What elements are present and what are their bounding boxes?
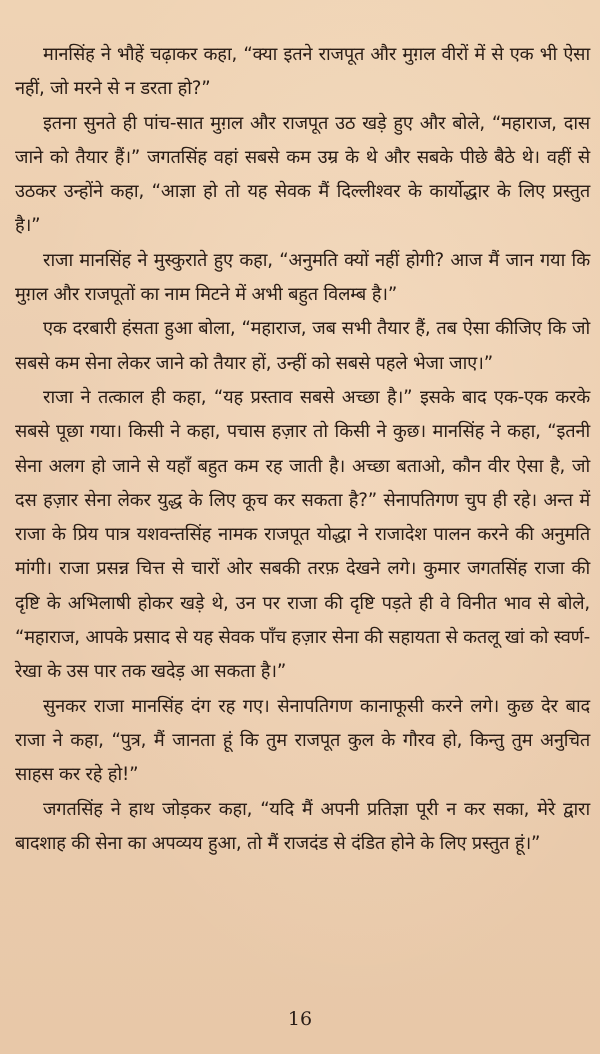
paragraph-1: मानसिंह ने भौहें चढ़ाकर कहा, “क्या इतने राजपूत और मुग़ल वीरों में से एक भी ऐसा नहीं, जो मरने से न डरता हो?” xyxy=(15,44,590,100)
paragraph-5: राजा ने तत्काल ही कहा, “यह प्रस्ताव सबसे अच्छा है।” इसके बाद एक-एक करके सबसे पूछा गया। किसी ने कहा, पचास हज़ार तो किसी ने कुछ। मानसिंह ने कहा, “इतनी सेना अलग हो जाने से यहाँ बहुत कम रह जाती है। अच्छा बताओ, कौन वीर ऐसा है, जो दस हज़ार सेना लेकर युद्ध के लिए कूच कर सकता है?” सेनापतिगण चुप ही रहे। अन्त में राजा के प्रिय पात्र यशवन्तसिंह नामक राजपूत योद्धा ने राजादेश पालन करने की अनुमति मांगी। राजा प्रसन्न चित्त से चारों ओर सबकी तरफ़ देखने लगे। कुमार जगतसिंह राजा की दृष्टि के अभिलाषी होकर खड़े थे, उन पर राजा की दृष्टि पड़ते ही वे विनीत भाव से बोले, “महाराज, आपके प्रसाद से यह सेवक पाँच हज़ार सेना की सहायता से कतलू खां को स्वर्ण-रेखा के उस पार तक खदेड़ आ सकता है।” xyxy=(15,386,590,683)
paragraph-3: राजा मानसिंह ने मुस्कुराते हुए कहा, “अनुमति क्यों नहीं होगी? आज मैं जान गया कि मुग़ल और राजपूतों का नाम मिटने में अभी बहुत विलम्ब है।” xyxy=(15,249,590,306)
page-number: 16 xyxy=(287,1008,313,1030)
paragraph-6: सुनकर राजा मानसिंह दंग रह गए। सेनापतिगण कानाफूसी करने लगे। कुछ देर बाद राजा ने कहा, “पुत्र, मैं जानता हूं कि तुम राजपूत कुल के गौरव हो, किन्तु तुम अनुचित साहस कर रहे हो!” xyxy=(15,695,590,786)
paragraph-4: एक दरबारी हंसता हुआ बोला, “महाराज, जब सभी तैयार हैं, तब ऐसा कीजिए कि जो सबसे कम सेना लेकर जाने को तैयार हों, उन्हीं को सबसे पहले भेजा जाए।” xyxy=(15,318,590,374)
paragraph-7: जगतसिंह ने हाथ जोड़कर कहा, “यदि मैं अपनी प्रतिज्ञा पूरी न कर सका, मेरे द्वारा बादशाह की सेना का अपव्यय हुआ, तो मैं राजदंड से दंडित होने के लिए प्रस्तुत हूं।” xyxy=(15,798,590,854)
body-text xyxy=(15,38,590,861)
paragraph-2: इतना सुनते ही पांच-सात मुग़ल और राजपूत उठ खड़े हुए और बोले, “महाराज, दास जाने को तैयार हैं।” जगतसिंह वहां सबसे कम उम्र के थे और सबके पीछे बैठे थे। वहीं से उठकर उन्होंने कहा, “आज्ञा हो तो यह सेवक मैं दिल्लीश्वर के कार्योद्धार के लिए प्रस्तुत है।” xyxy=(15,112,590,237)
